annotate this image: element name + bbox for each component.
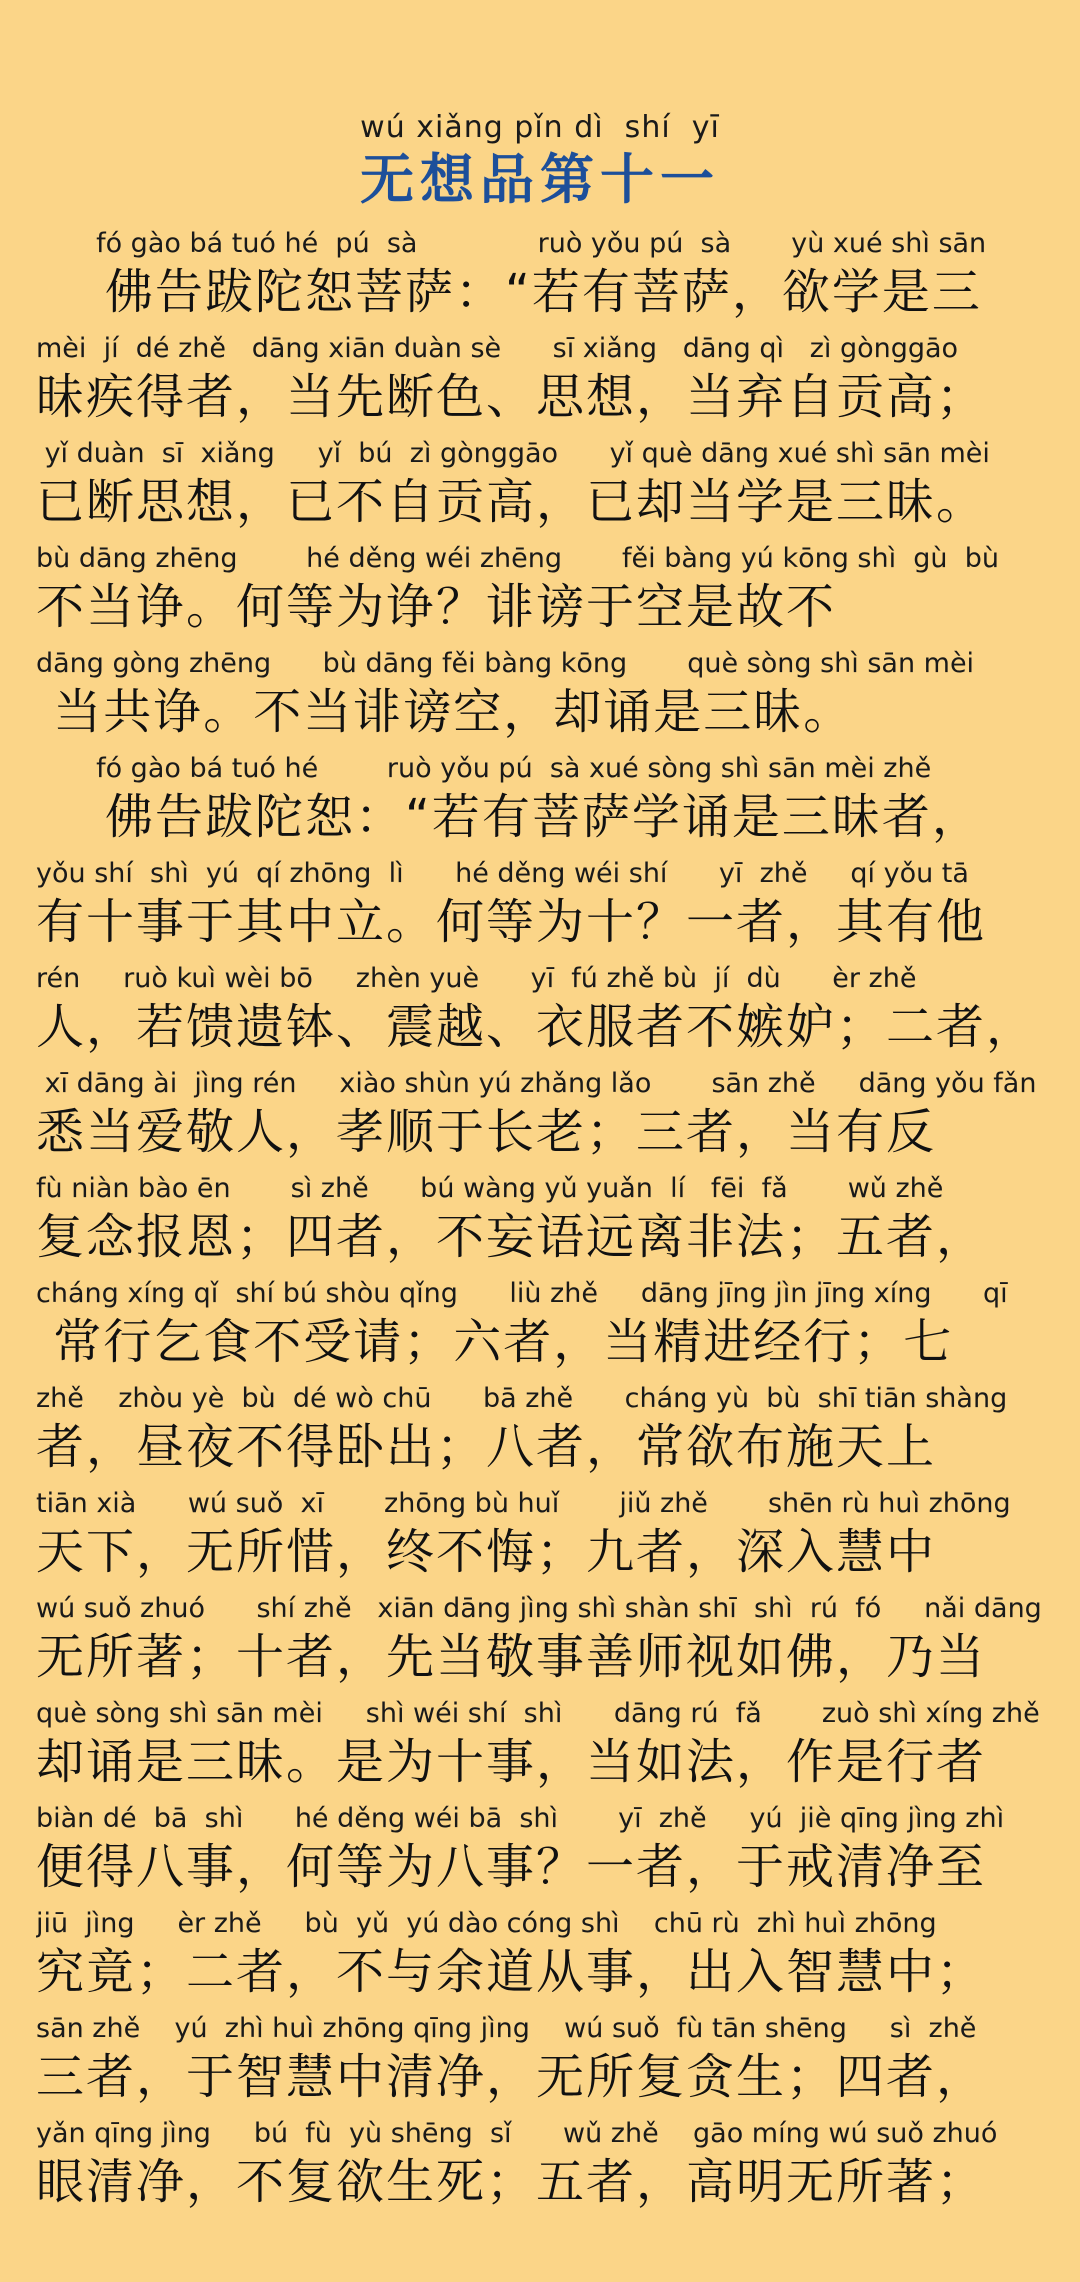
pinyin-line: fù niàn bào ēn sì zhě bú wàng yǔ yuǎn lí fēi fǎ wǔ zhě xyxy=(36,1173,944,1204)
hanzi-line: 复念报恩；四者，不妄语远离非法；五者， xyxy=(36,1209,987,1265)
pinyin-line: wú suǒ zhuó shí zhě xiān dāng jìng shì shàn shī shì rú fó nǎi dāng xyxy=(36,1593,1042,1624)
text-line xyxy=(36,856,1044,961)
hanzi-line: 究竟；二者，不与余道从事，出入智慧中； xyxy=(36,1944,987,2000)
text-line xyxy=(36,1591,1044,1696)
text-line xyxy=(36,331,1044,436)
text-line xyxy=(36,226,1044,331)
text-line xyxy=(36,1066,1044,1171)
pinyin-line: jiū jìng èr zhě bù yǔ yú dào cóng shì chū rù zhì huì zhōng xyxy=(36,1908,937,1939)
text-line xyxy=(36,961,1044,1066)
hanzi-line: 当共诤。不当诽谤空，却诵是三昧。 xyxy=(36,684,854,740)
pinyin-line: cháng xíng qǐ shí bú shòu qǐng liù zhě dāng jīng jìn jīng xíng qī xyxy=(36,1278,1008,1309)
pinyin-line: rén ruò kuì wèi bō zhèn yuè yī fú zhě bù jí dù èr zhě xyxy=(36,963,917,994)
pinyin-line: mèi jí dé zhě dāng xiān duàn sè sī xiǎng dāng qì zì gònggāo xyxy=(36,333,959,364)
hanzi-line: 无所著；十者，先当敬事善师视如佛，乃当 xyxy=(36,1629,987,1685)
text-line xyxy=(36,1906,1044,2011)
pinyin-line: yǐ duàn sī xiǎng yǐ bú zì gònggāo yǐ què dāng xué shì sān mèi xyxy=(36,438,990,469)
hanzi-line: 不当诤。何等为诤？诽谤于空是故不 xyxy=(36,579,837,635)
title-block xyxy=(36,108,1044,212)
hanzi-line: 昧疾得者，当先断色、思想，当弃自贡高； xyxy=(36,369,987,425)
pinyin-line: xī dāng ài jìng rén xiào shùn yú zhǎng lǎo sān zhě dāng yǒu fǎn xyxy=(36,1068,1037,1099)
pinyin-line: tiān xià wú suǒ xī zhōng bù huǐ jiǔ zhě shēn rù huì zhōng xyxy=(36,1488,1011,1519)
text-line xyxy=(36,646,1044,751)
pinyin-line: dāng gòng zhēng bù dāng fěi bàng kōng què sòng shì sān mèi xyxy=(36,648,975,679)
hanzi-line: 佛告跋陀恕：“若有菩萨学诵是三昧者， xyxy=(36,789,982,845)
text-line xyxy=(36,1276,1044,1381)
pinyin-line: fó gào bá tuó hé pú sà ruò yǒu pú sà yù xué shì sān xyxy=(36,228,987,259)
pinyin-line: zhě zhòu yè bù dé wò chū bā zhě cháng yù bù shī tiān shàng xyxy=(36,1383,1008,1414)
hanzi-line: 有十事于其中立。何等为十？一者，其有他 xyxy=(36,894,987,950)
hanzi-line: 便得八事，何等为八事？一者，于戒清净至 xyxy=(36,1839,987,1895)
text-line xyxy=(36,1801,1044,1906)
text-line xyxy=(36,751,1044,856)
hanzi-line: 却诵是三昧。是为十事，当如法，作是行者 xyxy=(36,1734,987,1790)
title-pinyin: wú xiǎng pǐn dì shí yī xyxy=(360,110,720,145)
hanzi-line: 者，昼夜不得卧出；八者，常欲布施天上 xyxy=(36,1419,937,1475)
hanzi-line: 已断思想，已不自贡高，已却当学是三昧。 xyxy=(36,474,987,530)
text-line xyxy=(36,1381,1044,1486)
hanzi-line: 佛告跋陀恕菩萨：“若有菩萨，欲学是三 xyxy=(36,264,982,320)
hanzi-line: 三者，于智慧中清净，无所复贪生；四者， xyxy=(36,2049,987,2105)
text-line xyxy=(36,436,1044,541)
hanzi-line: 天下，无所惜，终不悔；九者，深入慧中 xyxy=(36,1524,937,1580)
text-line xyxy=(36,1171,1044,1276)
pinyin-line: bù dāng zhēng hé děng wéi zhēng fěi bàng yú kōng shì gù bù xyxy=(36,543,999,574)
hanzi-line: 人，若馈遗钵、震越、衣服者不嫉妒；二者， xyxy=(36,999,1037,1055)
text-line xyxy=(36,541,1044,646)
pinyin-line: sān zhě yú zhì huì zhōng qīng jìng wú suǒ fù tān shēng sì zhě xyxy=(36,2013,977,2044)
pinyin-line: biàn dé bā shì hé děng wéi bā shì yī zhě yú jiè qīng jìng zhì xyxy=(36,1803,1005,1834)
text-line xyxy=(36,1696,1044,1801)
text-body xyxy=(36,226,1044,2221)
pinyin-line: fó gào bá tuó hé ruò yǒu pú sà xué sòng shì sān mèi zhě xyxy=(36,753,932,784)
page-title: 无想品第十一 xyxy=(360,148,720,211)
hanzi-line: 眼清净，不复欲生死；五者，高明无所著； xyxy=(36,2154,987,2210)
pinyin-line: yǒu shí shì yú qí zhōng lì hé děng wéi shí yī zhě qí yǒu tā xyxy=(36,858,969,889)
hanzi-line: 悉当爱敬人，孝顺于长老；三者，当有反 xyxy=(36,1104,937,1160)
text-line xyxy=(36,2011,1044,2116)
text-line xyxy=(36,1486,1044,1591)
pinyin-line: yǎn qīng jìng bú fù yù shēng sǐ wǔ zhě gāo míng wú suǒ zhuó xyxy=(36,2118,998,2149)
pinyin-line: què sòng shì sān mèi shì wéi shí shì dāng rú fǎ zuò shì xíng zhě xyxy=(36,1698,1040,1729)
text-line xyxy=(36,2116,1044,2221)
hanzi-line: 常行乞食不受请；六者，当精进经行；七 xyxy=(36,1314,954,1370)
